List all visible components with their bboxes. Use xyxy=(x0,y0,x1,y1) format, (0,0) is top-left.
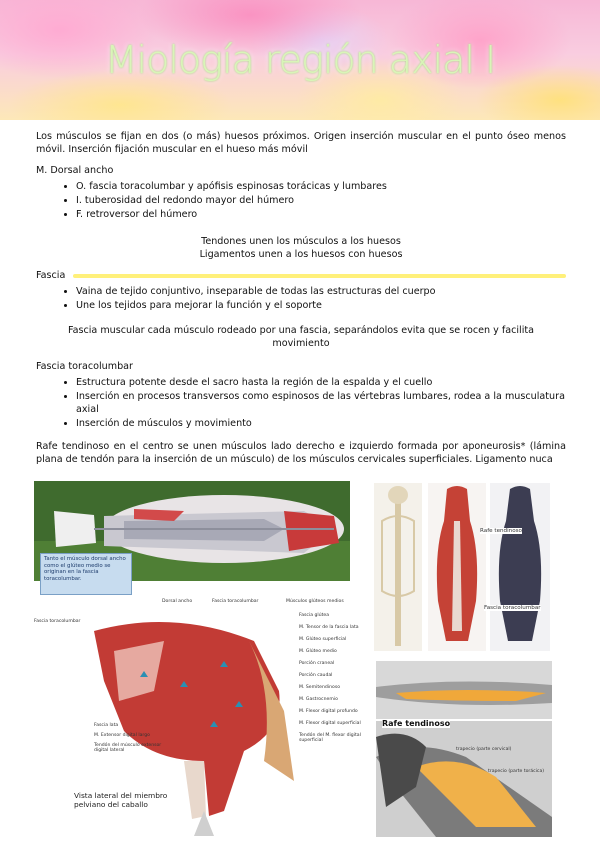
label-gluteo-medio: M. Glúteo medio xyxy=(299,649,337,654)
list-item: • Une los tejidos para mejorar la función y el soporte xyxy=(76,299,566,312)
label-extensor-largo: M. Extensor digital largo xyxy=(94,733,150,738)
label-gluteo-superficial: M. Glúteo superficial xyxy=(299,637,347,642)
label-trapecio-toracica: trapecio (parte torácica) xyxy=(488,769,545,774)
label-fascia-toracolumbar: Fascia toracolumbar xyxy=(212,599,259,604)
fascia-heading-row xyxy=(36,269,566,282)
document-body xyxy=(36,130,566,466)
toracolumbar-list xyxy=(36,376,566,430)
figure-pelvic-limb xyxy=(34,611,374,841)
label-fascia-glutea: Fascia glútea xyxy=(299,613,330,618)
label-fascia-toracolumbar-2: Fascia toracolumbar xyxy=(484,605,541,611)
figure-neck-rafe xyxy=(376,657,552,841)
highlight-line xyxy=(73,274,566,278)
toracolumbar-heading: Fascia toracolumbar xyxy=(36,361,133,372)
fascia-list xyxy=(36,285,566,312)
caption-box xyxy=(40,553,132,595)
label-tensor-fascia-lata: M. Tensor de la fascia lata xyxy=(299,625,359,630)
label-rafe-tendinoso: Rafe tendinoso xyxy=(480,528,522,534)
fascia-note: Fascia muscular cada músculo rodeado por una fascia, separándolos evita que se rocen y facilita movimiento xyxy=(67,325,535,349)
header-banner xyxy=(0,0,600,120)
figure-dorsal-views xyxy=(372,481,552,656)
tendons-line: Tendones unen los músculos a los huesos xyxy=(201,236,401,247)
label-fascia-toracolumbar-3: Fascia toracolumbar xyxy=(34,619,81,624)
label-gastrocnemio: M. Gastrocnemio xyxy=(299,697,338,702)
label-dorsal-ancho: Dorsal ancho xyxy=(162,599,193,604)
dorsal-heading: M. Dorsal ancho xyxy=(36,165,114,176)
rafe-paragraph: Rafe tendinoso en el centro se unen músculos lado derecho e izquierdo formada por aponeurosis* (lámina plana de tendón para la inserción de un músculo) de los músculos cervicales superficiales. Ligamento nuca xyxy=(36,441,566,465)
label-porcion-caudal: Porción caudal xyxy=(299,673,333,678)
label-tendon-flexor: Tendón del M. flexor digital superficial xyxy=(299,733,361,743)
list-item: • I. tuberosidad del redondo mayor del húmero xyxy=(76,194,566,207)
list-item: • Inserción de músculos y movimiento xyxy=(76,417,566,430)
label-trapecio-cervical: trapecio (parte cervical) xyxy=(456,747,512,752)
page-title: Miología región axial I xyxy=(104,38,496,82)
figure1-caption: Tanto el músculo dorsal ancho como el glúteo medio se originan en la fascia toracolumbar. xyxy=(44,556,126,582)
label-porcion-craneal: Porción craneal xyxy=(299,661,335,666)
fascia-heading: Fascia xyxy=(36,270,66,281)
label-semitendinoso: M. Semitendinoso xyxy=(299,685,341,690)
dorsal-views-image xyxy=(372,481,552,656)
label-gluteos-medios: Músculos glúteos medios xyxy=(286,599,344,604)
dorsal-list xyxy=(36,180,566,221)
label-fascia-lata: Fascia lata xyxy=(94,723,119,728)
figure3-caption: Vista lateral del miembro pelviano del caballo xyxy=(74,791,168,809)
list-item: • Estructura potente desde el sacro hasta la región de la espalda y el cuello xyxy=(76,376,566,389)
list-item: • F. retroversor del húmero xyxy=(76,208,566,221)
intro-paragraph: Los músculos se fijan en dos (o más) huesos próximos. Origen inserción muscular en el punto óseo menos móvil. Inserción fijación muscular en el hueso más móvil xyxy=(36,131,566,155)
label-flexor-profundo: M. Flexor digital profundo xyxy=(299,709,358,714)
list-item: • Vaina de tejido conjuntivo, inseparable de todas las estructuras del cuerpo xyxy=(76,285,566,298)
label-rafe-tendinoso-2: Rafe tendinoso xyxy=(382,719,451,728)
list-item: • O. fascia toracolumbar y apófisis espinosas torácicas y lumbares xyxy=(76,180,566,193)
label-extensor-lateral: Tendón del músculo extensor digital lateral xyxy=(94,743,162,753)
label-flexor-superficial: M. Flexor digital superficial xyxy=(299,721,361,726)
list-item: • Inserción en procesos transversos como espinosos de las vértebras lumbares, rodea a la musculatura axial xyxy=(76,390,566,416)
figures-area xyxy=(34,481,550,841)
figure-dorsal-dissection xyxy=(34,481,350,609)
ligaments-line: Ligamentos unen a los huesos con huesos xyxy=(199,249,403,260)
